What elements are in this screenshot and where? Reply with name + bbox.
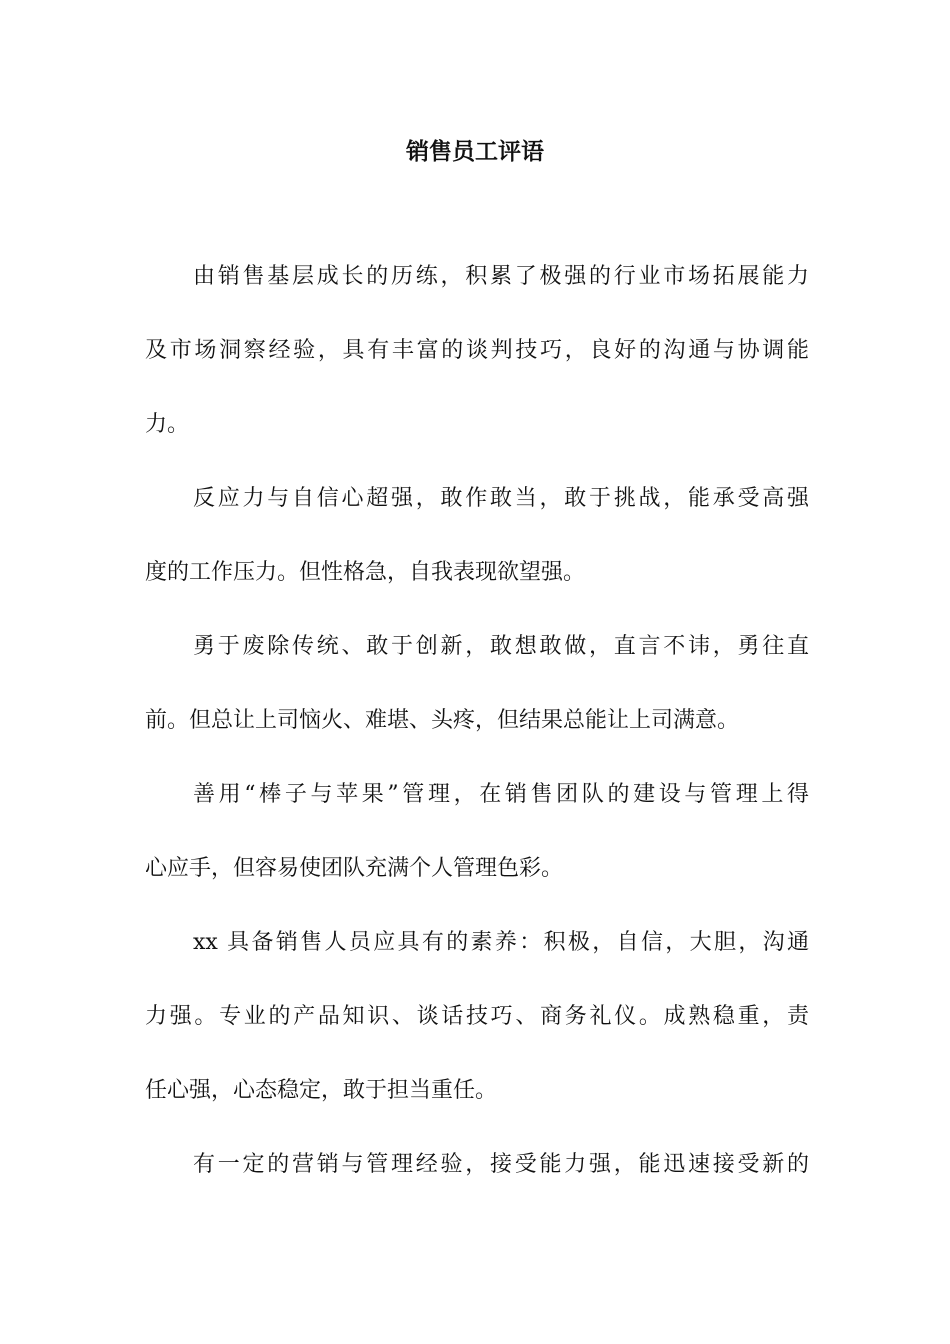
paragraph-1-line-1: 由销售基层成长的历练，积累了极强的行业市场拓展能力 <box>193 264 809 289</box>
paragraph-3 <box>145 622 809 745</box>
paragraph-6 <box>145 1140 809 1189</box>
paragraph-1-line-2: 及市场洞察经验，具有丰富的谈判技巧，良好的沟通与协调能 <box>145 338 809 363</box>
paragraph-5-line-3: 任心强，心态稳定，敢于担当重任。 <box>145 1078 498 1103</box>
document-body <box>145 252 809 1214</box>
paragraph-4 <box>145 770 809 893</box>
paragraph-2-line-2: 度的工作压力。但性格急，自我表现欲望强。 <box>145 560 586 585</box>
paragraph-5 <box>145 918 809 1115</box>
paragraph-5-line-2: 力强。专业的产品知识、谈话技巧、商务礼仪。成熟稳重，责 <box>145 1004 809 1029</box>
paragraph-2-line-1: 反应力与自信心超强，敢作敢当，敢于挑战，能承受高强 <box>193 486 809 511</box>
paragraph-3-line-1: 勇于废除传统、敢于创新，敢想敢做，直言不讳，勇往直 <box>193 634 809 659</box>
paragraph-4-line-2: 心应手，但容易使团队充满个人管理色彩。 <box>145 856 564 881</box>
paragraph-1 <box>145 252 809 449</box>
paragraph-6-line-1: 有一定的营销与管理经验，接受能力强，能迅速接受新的 <box>193 1152 809 1177</box>
paragraph-2 <box>145 474 809 597</box>
paragraph-3-line-2: 前。但总让上司恼火、难堪、头疼，但结果总能让上司满意。 <box>145 708 740 733</box>
paragraph-5-line-1: xx 具备销售人员应具有的素养：积极，自信，大胆，沟通 <box>193 930 809 955</box>
document-title: 销售员工评语 <box>406 138 544 165</box>
paragraph-4-line-1: 善用“棒子与苹果”管理，在销售团队的建设与管理上得 <box>193 782 809 807</box>
paragraph-1-line-3: 力。 <box>145 412 190 437</box>
